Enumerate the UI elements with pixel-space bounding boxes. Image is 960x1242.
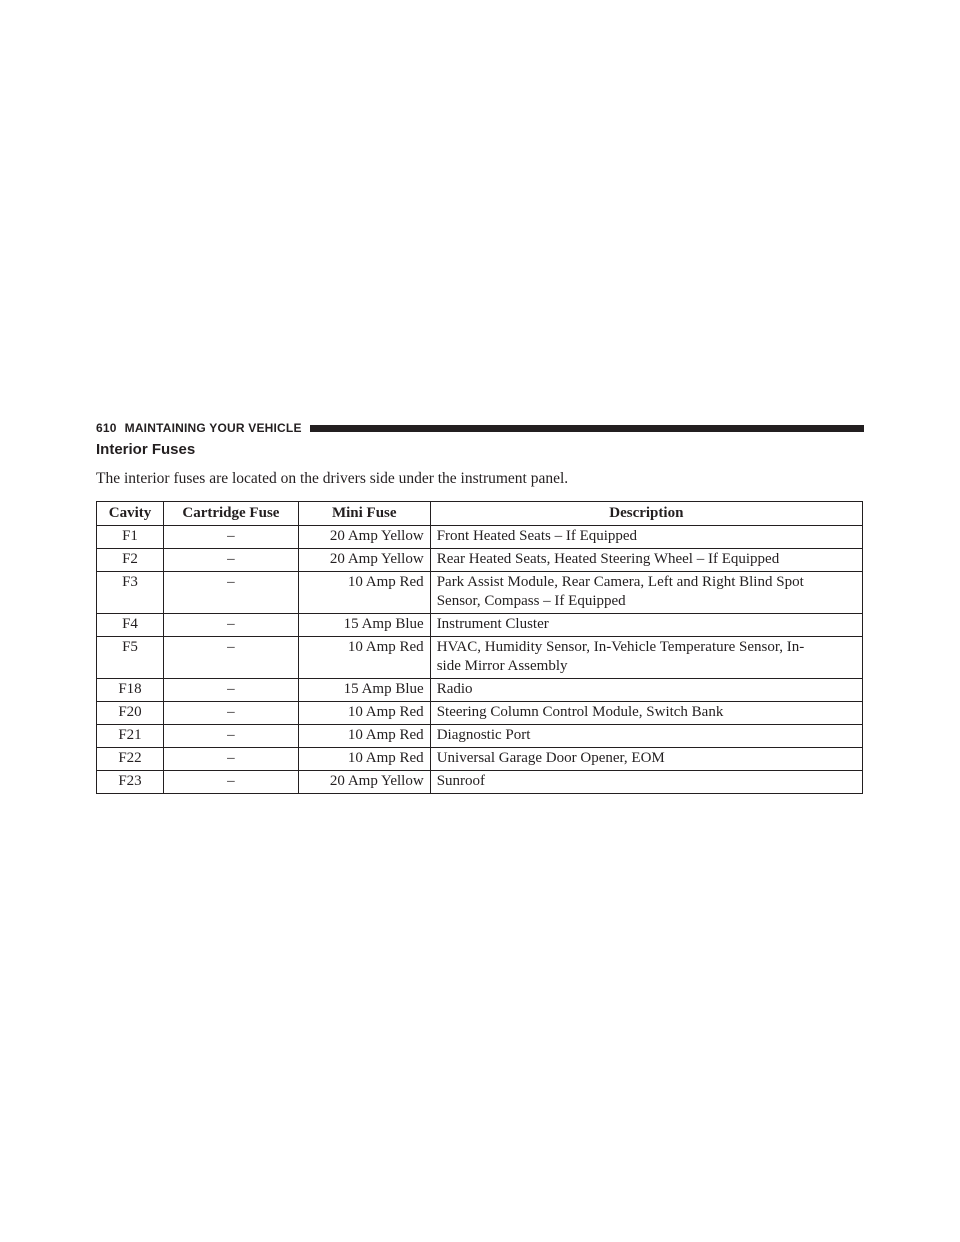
cavity-cell: F21 bbox=[97, 725, 164, 748]
description-cell bbox=[430, 702, 862, 725]
description-cell bbox=[430, 526, 862, 549]
header-rule bbox=[310, 425, 864, 432]
cartridge-cell: – bbox=[163, 748, 298, 771]
cartridge-cell: – bbox=[163, 572, 298, 614]
description-line: Universal Garage Door Opener, EOM bbox=[436, 750, 665, 766]
table-row bbox=[97, 572, 863, 614]
table-row bbox=[97, 549, 863, 572]
description-cell bbox=[430, 637, 862, 679]
description-line: Diagnostic Port bbox=[436, 727, 531, 743]
cavity-cell: F4 bbox=[97, 614, 164, 637]
description-line: Park Assist Module, Rear Camera, Left and Right Blind Spot bbox=[436, 574, 804, 590]
description-line: Rear Heated Seats, Heated Steering Wheel – If Equipped bbox=[436, 551, 780, 567]
description-cell bbox=[430, 725, 862, 748]
description-line: Instrument Cluster bbox=[436, 616, 549, 632]
cartridge-cell: – bbox=[163, 549, 298, 572]
description-line: Front Heated Seats – If Equipped bbox=[436, 528, 638, 544]
table-row bbox=[97, 614, 863, 637]
column-header-mini-fuse: Mini Fuse bbox=[298, 502, 430, 526]
table-row bbox=[97, 748, 863, 771]
table-row bbox=[97, 702, 863, 725]
mini-fuse-cell: 15 Amp Blue bbox=[298, 614, 430, 637]
description-cell bbox=[430, 748, 862, 771]
mini-fuse-cell: 15 Amp Blue bbox=[298, 679, 430, 702]
cartridge-cell: – bbox=[163, 725, 298, 748]
cavity-cell: F2 bbox=[97, 549, 164, 572]
description-line: Radio bbox=[436, 681, 473, 697]
table-row bbox=[97, 725, 863, 748]
description-line: Sunroof bbox=[436, 773, 486, 789]
mini-fuse-cell: 10 Amp Red bbox=[298, 572, 430, 614]
column-header-cavity: Cavity bbox=[97, 502, 164, 526]
intro-paragraph: The interior fuses are located on the drivers side under the instrument panel. bbox=[96, 470, 569, 487]
cartridge-cell: – bbox=[163, 771, 298, 794]
mini-fuse-cell: 20 Amp Yellow bbox=[298, 771, 430, 794]
table-row bbox=[97, 637, 863, 679]
chapter-title: MAINTAINING YOUR VEHICLE bbox=[124, 421, 302, 435]
cavity-cell: F1 bbox=[97, 526, 164, 549]
page-number: 610 bbox=[96, 421, 117, 435]
cartridge-cell: – bbox=[163, 702, 298, 725]
description-cell bbox=[430, 679, 862, 702]
description-cell bbox=[430, 549, 862, 572]
description-cell bbox=[430, 572, 862, 614]
cavity-cell: F20 bbox=[97, 702, 164, 725]
cavity-cell: F22 bbox=[97, 748, 164, 771]
description-line: Sensor, Compass – If Equipped bbox=[436, 593, 626, 609]
column-header-description: Description bbox=[430, 502, 862, 526]
cartridge-cell: – bbox=[163, 679, 298, 702]
cavity-cell: F3 bbox=[97, 572, 164, 614]
mini-fuse-cell: 10 Amp Red bbox=[298, 748, 430, 771]
table-row bbox=[97, 771, 863, 794]
table-row bbox=[97, 679, 863, 702]
description-cell bbox=[430, 771, 862, 794]
description-line: Steering Column Control Module, Switch Bank bbox=[436, 704, 724, 720]
cartridge-cell: – bbox=[163, 614, 298, 637]
cartridge-cell: – bbox=[163, 637, 298, 679]
table-header-row bbox=[97, 502, 863, 526]
cavity-cell: F18 bbox=[97, 679, 164, 702]
description-cell bbox=[430, 614, 862, 637]
section-title: Interior Fuses bbox=[96, 441, 196, 458]
cartridge-cell: – bbox=[163, 526, 298, 549]
cavity-cell: F23 bbox=[97, 771, 164, 794]
column-header-cartridge-fuse: Cartridge Fuse bbox=[163, 502, 298, 526]
mini-fuse-cell: 10 Amp Red bbox=[298, 725, 430, 748]
mini-fuse-cell: 10 Amp Red bbox=[298, 637, 430, 679]
mini-fuse-cell: 10 Amp Red bbox=[298, 702, 430, 725]
description-line: HVAC, Humidity Sensor, In-Vehicle Temperature Sensor, In- bbox=[436, 639, 805, 655]
page-header bbox=[96, 420, 864, 436]
mini-fuse-cell: 20 Amp Yellow bbox=[298, 549, 430, 572]
table-row bbox=[97, 526, 863, 549]
interior-fuse-table bbox=[96, 501, 863, 794]
mini-fuse-cell: 20 Amp Yellow bbox=[298, 526, 430, 549]
description-line: side Mirror Assembly bbox=[436, 658, 568, 674]
cavity-cell: F5 bbox=[97, 637, 164, 679]
